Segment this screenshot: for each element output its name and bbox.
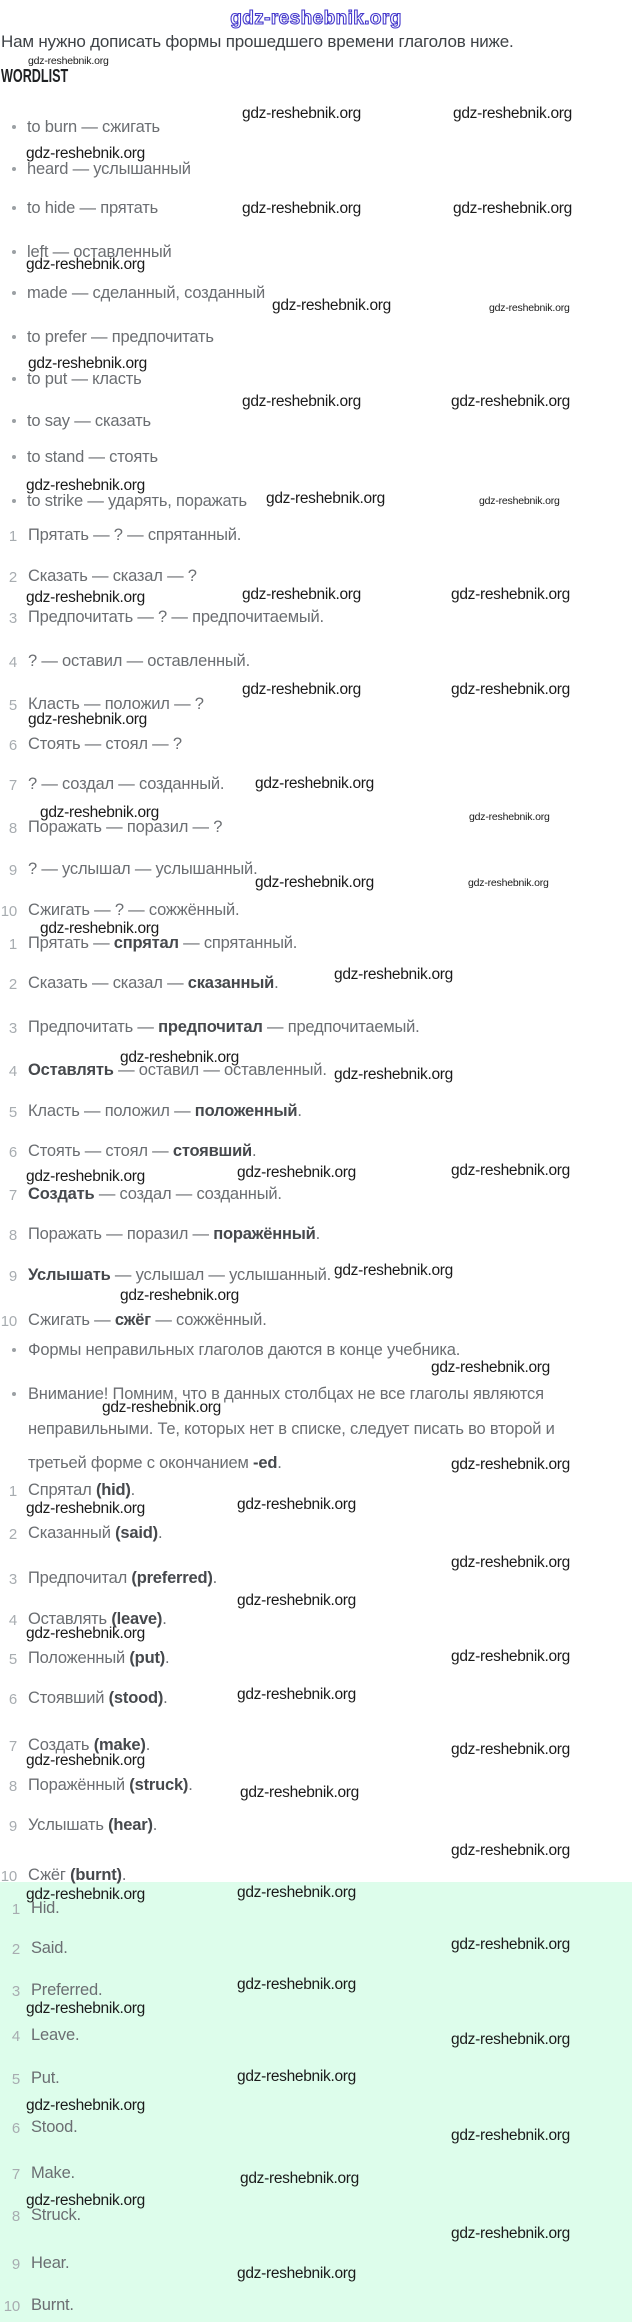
item-text-pre: Спрятал: [28, 1481, 96, 1499]
watermark: gdz-reshebnik.org: [255, 775, 374, 792]
watermark: gdz-reshebnik.org: [334, 1262, 453, 1279]
watermark: gdz-reshebnik.org: [237, 2265, 356, 2282]
note-text-fragment-bold: -ed: [253, 1454, 278, 1472]
item-text: Preferred.: [31, 1981, 103, 1999]
item-number: 9: [11, 2256, 20, 2273]
item-text-pre: Предпочитал: [28, 1569, 132, 1587]
item-text: [28, 1866, 126, 1885]
item-text-bold: сказанный: [187, 974, 275, 992]
item-text: [28, 1311, 267, 1330]
item-text-post: .: [162, 1610, 167, 1628]
watermark: gdz-reshebnik.org: [237, 1976, 356, 1993]
site-watermark-top: gdz-reshebnik.org: [230, 8, 402, 29]
item-number: 2: [11, 1941, 20, 1958]
item-text-pre: Положенный: [28, 1649, 130, 1667]
watermark: gdz-reshebnik.org: [451, 1162, 570, 1179]
item-text: Put.: [31, 2069, 60, 2087]
item-text-pre: Класть — положил —: [28, 1102, 195, 1120]
item-text: Said.: [31, 1939, 68, 1957]
item-number: 1: [11, 1901, 20, 1918]
bullet-icon: [12, 335, 16, 339]
watermark: gdz-reshebnik.org: [237, 1164, 356, 1181]
watermark: gdz-reshebnik.org: [26, 477, 145, 494]
item-text: Стоять — стоял — ?: [28, 735, 182, 753]
item-text-pre: Сжёг: [28, 1866, 71, 1884]
item-text: Burnt.: [31, 2296, 74, 2314]
bullet-icon: [12, 1392, 16, 1396]
item-text-bold: положенный: [194, 1102, 298, 1120]
item-text-post: .: [315, 1225, 320, 1243]
watermark: gdz-reshebnik.org: [469, 811, 550, 823]
item-text-pre: Создать: [28, 1736, 94, 1754]
item-number: 6: [8, 737, 17, 754]
item-text: [28, 1610, 167, 1629]
watermark: gdz-reshebnik.org: [242, 200, 361, 217]
item-number: 4: [8, 1612, 17, 1629]
watermark: gdz-reshebnik.org: [451, 2127, 570, 2144]
watermark: gdz-reshebnik.org: [28, 355, 147, 372]
wordlist-item-text: to prefer — предпочитать: [27, 328, 214, 346]
watermark: gdz-reshebnik.org: [242, 105, 361, 122]
task-description: Нам нужно дописать формы прошедшего времени глаголов ниже.: [1, 32, 514, 51]
item-number: 6: [8, 1691, 17, 1708]
item-number: 10: [0, 903, 17, 920]
watermark: gdz-reshebnik.org: [237, 1496, 356, 1513]
item-text-bold: (put): [129, 1649, 166, 1667]
watermark: gdz-reshebnik.org: [451, 393, 570, 410]
item-text: [28, 1481, 135, 1500]
watermark: gdz-reshebnik.org: [102, 1399, 221, 1416]
watermark: gdz-reshebnik.org: [242, 681, 361, 698]
item-number: 6: [8, 1144, 17, 1161]
item-text: ? — создал — созданный.: [28, 775, 225, 793]
item-text-post: .: [157, 1524, 163, 1542]
watermark: gdz-reshebnik.org: [272, 297, 391, 314]
item-text-bold: поражённый: [213, 1225, 316, 1243]
item-text-pre: Стоять — стоял —: [28, 1142, 173, 1160]
item-number: 5: [8, 1651, 17, 1668]
watermark: gdz-reshebnik.org: [28, 55, 109, 67]
item-text: ? — оставил — оставленный.: [28, 652, 250, 670]
item-number: 5: [8, 1104, 17, 1121]
item-number: 7: [8, 1187, 17, 1204]
item-text-bold: спрятал: [113, 934, 179, 952]
item-text: Сказать — сказал — ?: [28, 567, 197, 585]
item-number: 4: [8, 654, 17, 671]
item-text-pre: Поражённый: [28, 1776, 130, 1794]
bullet-icon: [12, 1348, 16, 1352]
watermark: gdz-reshebnik.org: [451, 2225, 570, 2242]
watermark: gdz-reshebnik.org: [120, 1049, 239, 1066]
watermark: gdz-reshebnik.org: [120, 1287, 239, 1304]
item-text-pre: Прятать —: [28, 934, 114, 952]
item-text: [28, 1266, 331, 1285]
item-text: Прятать — ? — спрятанный.: [28, 526, 242, 544]
watermark: gdz-reshebnik.org: [237, 1884, 356, 1901]
watermark: gdz-reshebnik.org: [237, 1686, 356, 1703]
watermark: gdz-reshebnik.org: [451, 1741, 570, 1758]
item-text: [28, 1018, 420, 1037]
watermark: gdz-reshebnik.org: [453, 105, 572, 122]
item-text-pre: Сжигать —: [28, 1311, 115, 1329]
watermark: gdz-reshebnik.org: [26, 2000, 145, 2017]
bullet-icon: [12, 455, 16, 459]
wordlist-item-text: to strike — ударять, поражать: [27, 492, 247, 510]
item-number: 7: [11, 2166, 20, 2183]
item-text: [28, 1142, 256, 1161]
bullet-icon: [12, 499, 16, 503]
item-text: [28, 1185, 282, 1204]
bullet-icon: [12, 206, 16, 210]
wordlist-item-text: to put — класть: [27, 370, 142, 388]
item-text-pre: Поражать — поразил —: [28, 1225, 214, 1243]
watermark: gdz-reshebnik.org: [242, 393, 361, 410]
watermark: gdz-reshebnik.org: [451, 1648, 570, 1665]
watermark: gdz-reshebnik.org: [26, 2192, 145, 2209]
watermark: gdz-reshebnik.org: [240, 2170, 359, 2187]
item-text-post: — спрятанный.: [178, 934, 298, 952]
note-text: неправильными. Те, которых нет в списке, следует писать во второй и: [28, 1420, 555, 1438]
watermark: gdz-reshebnik.org: [451, 681, 570, 698]
item-text-pre: Предпочитать —: [28, 1018, 159, 1036]
watermark: gdz-reshebnik.org: [26, 1886, 145, 1903]
watermark: gdz-reshebnik.org: [28, 711, 147, 728]
item-text-bold: (preferred): [131, 1569, 213, 1587]
item-text-bold: сжёг: [114, 1311, 151, 1329]
item-text-post: — оставил — оставленный.: [113, 1061, 327, 1079]
item-number: 3: [8, 1571, 17, 1588]
item-number: 8: [8, 1227, 17, 1244]
item-text: Stood.: [31, 2118, 78, 2136]
watermark: gdz-reshebnik.org: [26, 1625, 145, 1642]
item-text: [28, 1649, 169, 1668]
item-number: 1: [8, 1483, 17, 1500]
item-number: 5: [11, 2071, 20, 2088]
item-number: 2: [8, 569, 17, 586]
watermark: gdz-reshebnik.org: [451, 1456, 570, 1473]
item-text-post: .: [212, 1569, 218, 1587]
wordlist-item-text: to burn — сжигать: [27, 118, 160, 136]
item-text-post: — услышал — услышанный.: [110, 1266, 332, 1284]
watermark: gdz-reshebnik.org: [334, 966, 453, 983]
item-number: 10: [3, 2298, 20, 2315]
item-text: [28, 1736, 150, 1755]
watermark: gdz-reshebnik.org: [489, 302, 570, 314]
item-text-post: .: [297, 1102, 302, 1120]
item-text-post: .: [274, 974, 279, 992]
item-number: 3: [8, 1020, 17, 1037]
item-text-post: .: [251, 1142, 257, 1160]
watermark: gdz-reshebnik.org: [255, 874, 374, 891]
item-text: Struck.: [31, 2206, 81, 2224]
bullet-icon: [12, 125, 16, 129]
item-number: 4: [8, 1063, 17, 1080]
item-text: Hear.: [31, 2254, 70, 2272]
item-text-post: .: [121, 1866, 127, 1884]
watermark: gdz-reshebnik.org: [334, 1066, 453, 1083]
watermark: gdz-reshebnik.org: [237, 2068, 356, 2085]
watermark: gdz-reshebnik.org: [26, 256, 145, 273]
item-text-post: .: [152, 1816, 158, 1834]
watermark: gdz-reshebnik.org: [451, 2031, 570, 2048]
item-text-bold: (leave): [111, 1610, 163, 1628]
watermark: gdz-reshebnik.org: [26, 1500, 145, 1517]
item-text-post: — предпочитаемый.: [262, 1018, 420, 1036]
item-text: [28, 1816, 157, 1835]
watermark: gdz-reshebnik.org: [451, 1936, 570, 1953]
item-number: 3: [11, 1983, 20, 2000]
bullet-icon: [12, 291, 16, 295]
item-number: 3: [8, 610, 17, 627]
item-text: [28, 1524, 162, 1543]
item-text-pre: Оставлять: [28, 1610, 112, 1628]
item-text-bold: (said): [115, 1524, 158, 1542]
wordlist-heading: WORDLIST: [1, 66, 69, 86]
note-text-fragment: .: [277, 1454, 282, 1472]
watermark: gdz-reshebnik.org: [26, 145, 145, 162]
item-text: Класть — положил — ?: [28, 695, 204, 713]
note-text: Формы неправильных глаголов даются в конце учебника.: [28, 1341, 461, 1359]
item-number: 6: [11, 2120, 20, 2137]
watermark: gdz-reshebnik.org: [431, 1359, 550, 1376]
item-number: 2: [8, 976, 17, 993]
item-text-pre: Стоявший: [28, 1689, 109, 1707]
item-text-post: .: [165, 1649, 170, 1667]
wordlist-item-text: heard — услышанный: [27, 160, 191, 178]
item-text: Предпочитать — ? — предпочитаемый.: [28, 608, 324, 626]
item-number: 9: [8, 862, 17, 879]
item-text: Hid.: [31, 1899, 60, 1917]
item-number: 9: [8, 1818, 17, 1835]
item-number: 10: [0, 1313, 17, 1330]
item-text: [28, 1102, 302, 1121]
item-number: 4: [11, 2028, 20, 2045]
watermark: gdz-reshebnik.org: [40, 804, 159, 821]
item-text: [28, 934, 297, 953]
item-text-post: .: [130, 1481, 136, 1499]
item-number: 7: [8, 777, 17, 794]
item-text-post: .: [188, 1776, 193, 1794]
watermark: gdz-reshebnik.org: [451, 1842, 570, 1859]
note-text: Внимание! Помним, что в данных столбцах не все глаголы являются: [28, 1385, 544, 1403]
item-number: 2: [8, 1526, 17, 1543]
item-number: 7: [8, 1738, 17, 1755]
item-number: 9: [8, 1268, 17, 1285]
watermark: gdz-reshebnik.org: [26, 589, 145, 606]
item-text: Leave.: [31, 2026, 80, 2044]
item-text-bold: Создать: [28, 1185, 95, 1203]
watermark: gdz-reshebnik.org: [479, 495, 560, 507]
item-text-post: — создал — созданный.: [94, 1185, 282, 1203]
item-text-bold: стоявший: [172, 1142, 252, 1160]
item-text: Сжигать — ? — сожжённый.: [28, 901, 240, 919]
watermark: gdz-reshebnik.org: [451, 586, 570, 603]
item-text-pre: Сказать — сказал —: [28, 974, 188, 992]
watermark: gdz-reshebnik.org: [451, 1554, 570, 1571]
item-text-pre: Сказанный: [28, 1524, 116, 1542]
note-text: [28, 1454, 282, 1473]
item-text: [28, 1689, 168, 1708]
item-text-bold: предпочитал: [158, 1018, 263, 1036]
item-text-bold: (stood): [108, 1689, 164, 1707]
item-text-post: .: [145, 1736, 151, 1754]
watermark: gdz-reshebnik.org: [26, 2097, 145, 2114]
watermark: gdz-reshebnik.org: [240, 1784, 359, 1801]
wordlist-item-text: made — сделанный, созданный: [27, 284, 266, 302]
item-text: Make.: [31, 2164, 75, 2182]
item-text-post: — сожжённый.: [150, 1311, 267, 1329]
item-text-bold: (hid): [95, 1481, 131, 1499]
watermark: gdz-reshebnik.org: [40, 920, 159, 937]
wordlist-item-text: to hide — прятать: [27, 199, 159, 217]
item-text-bold: Оставлять: [28, 1061, 114, 1079]
bullet-icon: [12, 250, 16, 254]
watermark: gdz-reshebnik.org: [237, 1592, 356, 1609]
bullet-icon: [12, 377, 16, 381]
item-text-bold: (burnt): [70, 1866, 122, 1884]
item-text-bold: Услышать: [28, 1266, 111, 1284]
wordlist-item-text: left — оставленный: [27, 243, 172, 261]
watermark: gdz-reshebnik.org: [242, 586, 361, 603]
item-text: ? — услышал — услышанный.: [28, 860, 258, 878]
watermark: gdz-reshebnik.org: [468, 877, 549, 889]
watermark: gdz-reshebnik.org: [453, 200, 572, 217]
item-text-bold: (struck): [129, 1776, 189, 1794]
item-text: [28, 1569, 217, 1588]
wordlist-item-text: to say — сказать: [27, 412, 151, 430]
item-number: 8: [11, 2208, 20, 2225]
bullet-icon: [12, 419, 16, 423]
item-text-bold: (hear): [108, 1816, 153, 1834]
item-text: [28, 1225, 320, 1244]
watermark: gdz-reshebnik.org: [26, 1168, 145, 1185]
item-text: [28, 1061, 327, 1080]
item-text: Поражать — поразил — ?: [28, 818, 223, 836]
item-number: 5: [8, 697, 17, 714]
item-text: [28, 974, 278, 993]
note-text-fragment: третьей форме с окончанием: [28, 1454, 254, 1472]
item-number: 1: [8, 936, 17, 953]
bullet-icon: [12, 167, 16, 171]
item-number: 8: [8, 1778, 17, 1795]
item-number: 10: [0, 1868, 17, 1885]
item-text-post: .: [163, 1689, 168, 1707]
watermark: gdz-reshebnik.org: [266, 490, 385, 507]
wordlist-item-text: to stand — стоять: [27, 448, 158, 466]
item-number: 8: [8, 820, 17, 837]
watermark: gdz-reshebnik.org: [26, 1752, 145, 1769]
item-number: 1: [8, 528, 17, 545]
item-text: [28, 1776, 193, 1795]
item-text-bold: (make): [93, 1736, 146, 1754]
item-text-pre: Услышать: [28, 1816, 109, 1834]
